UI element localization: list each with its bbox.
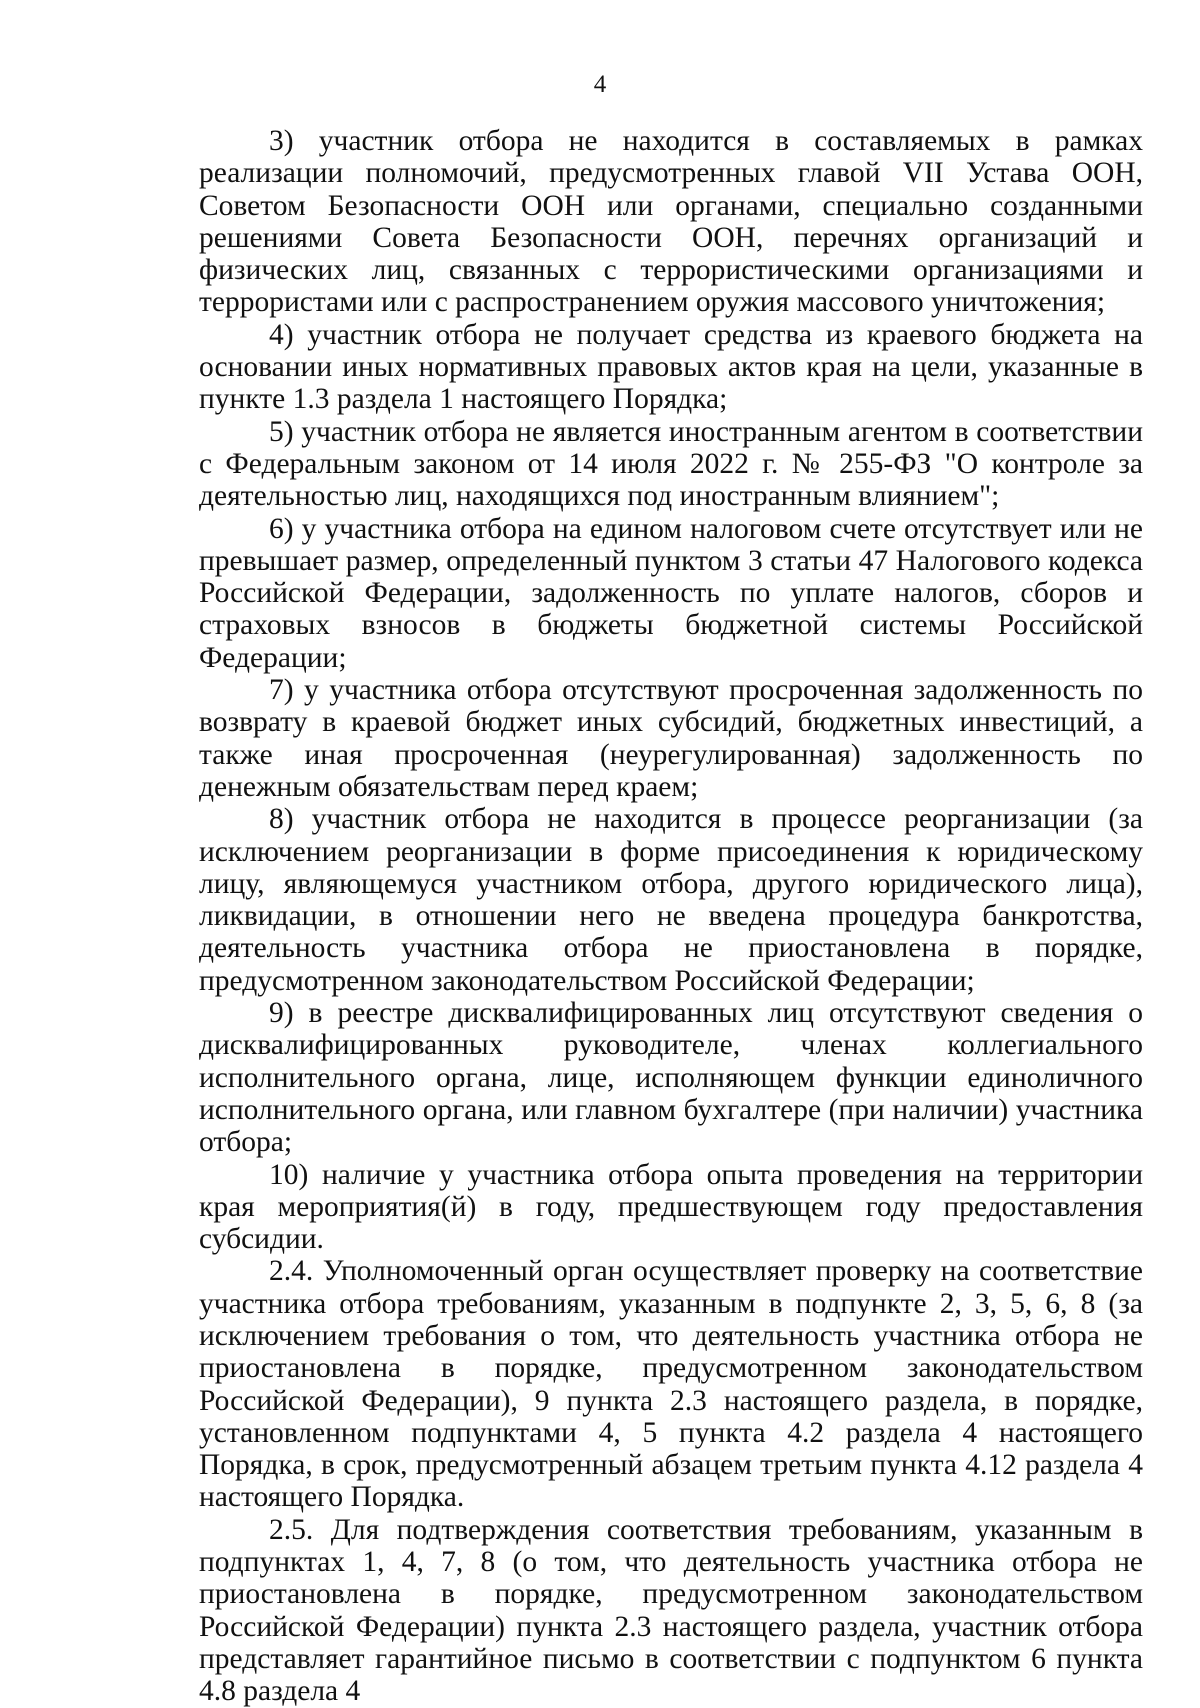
paragraph-clause-2-4: 2.4. Уполномоченный орган осуществляет проверку на соответствие участника отбора требованиям, указанным в подпункте 2, 3, 5, 6, 8 (за исключением требования о том, что деятельность участника отбора не приостановлена в порядке, предусмотренном законодательством Российской Федерации), 9 пункта 2.3 настоящего раздела, в порядке, установленном подпунктами 4, 5 пункта 4.2 раздела 4 настоящего Порядка, в срок, предусмотренный абзацем третьим пункта 4.12 раздела 4 настоящего Порядка.: [199, 1255, 1143, 1514]
paragraph-item-7: 7) у участника отбора отсутствуют просроченная задолженность по возврату в краевой бюджет иных субсидий, бюджетных инвестиций, а также иная просроченная (неурегулированная) задолженность по денежным обязательствам перед краем;: [199, 674, 1143, 803]
paragraph-item-8: 8) участник отбора не находится в процессе реорганизации (за исключением реорганизации в форме присоединения к юридическому лицу, являющемуся участником отбора, другого юридического лица), ликвидации, в отношении него не введена процедура банкротства, деятельность участника отбора не приостановлена в порядке, предусмотренном законодательством Российской Федерации;: [199, 803, 1143, 997]
page-number: 4: [593, 71, 607, 98]
paragraph-item-9: 9) в реестре дисквалифицированных лиц отсутствуют сведения о дисквалифицированных руководителе, членах коллегиального исполнительного органа, лице, исполняющем функции единоличного исполнительного органа, или главном бухгалтере (при наличии) участника отбора;: [199, 997, 1143, 1159]
paragraph-item-10: 10) наличие у участника отбора опыта проведения на территории края мероприятия(й) в году, предшествующем году предоставления субсидии.: [199, 1158, 1143, 1256]
document-body: [199, 125, 1143, 1708]
paragraph-item-5: 5) участник отбора не является иностранным агентом в соответствии с Федеральным законом от 14 июля 2022 г. № 255-ФЗ "О контроле за деятельностью лиц, находящихся под иностранным влиянием";: [199, 415, 1143, 513]
paragraph-item-6: 6) у участника отбора на едином налоговом счете отсутствует или не превышает размер, определенный пунктом 3 статьи 47 Налогового кодекса Российской Федерации, задолженность по уплате налогов, сборов и страховых взносов в бюджеты бюджетной системы Российской Федерации;: [199, 512, 1143, 674]
paragraph-item-3: 3) участник отбора не находится в составляемых в рамках реализации полномочий, предусмотренных главой VII Устава ООН, Советом Безопасности ООН или органами, специально созданными решениями Совета Безопасности ООН, перечнях организаций и физических лиц, связанных с террористическими организациями и террористами или с распространением оружия массового уничтожения;: [199, 125, 1143, 319]
paragraph-clause-2-5: 2.5. Для подтверждения соответствия требованиям, указанным в подпунктах 1, 4, 7, 8 (о том, что деятельность участника отбора не приостановлена в порядке, предусмотренном законодательством Российской Федерации) пункта 2.3 настоящего раздела, участник отбора представляет гарантийное письмо в соответствии с подпунктом 6 пункта 4.8 раздела 4: [199, 1513, 1143, 1708]
paragraph-item-4: 4) участник отбора не получает средства из краевого бюджета на основании иных нормативных правовых актов края на цели, указанные в пункте 1.3 раздела 1 настоящего Порядка;: [199, 318, 1143, 416]
